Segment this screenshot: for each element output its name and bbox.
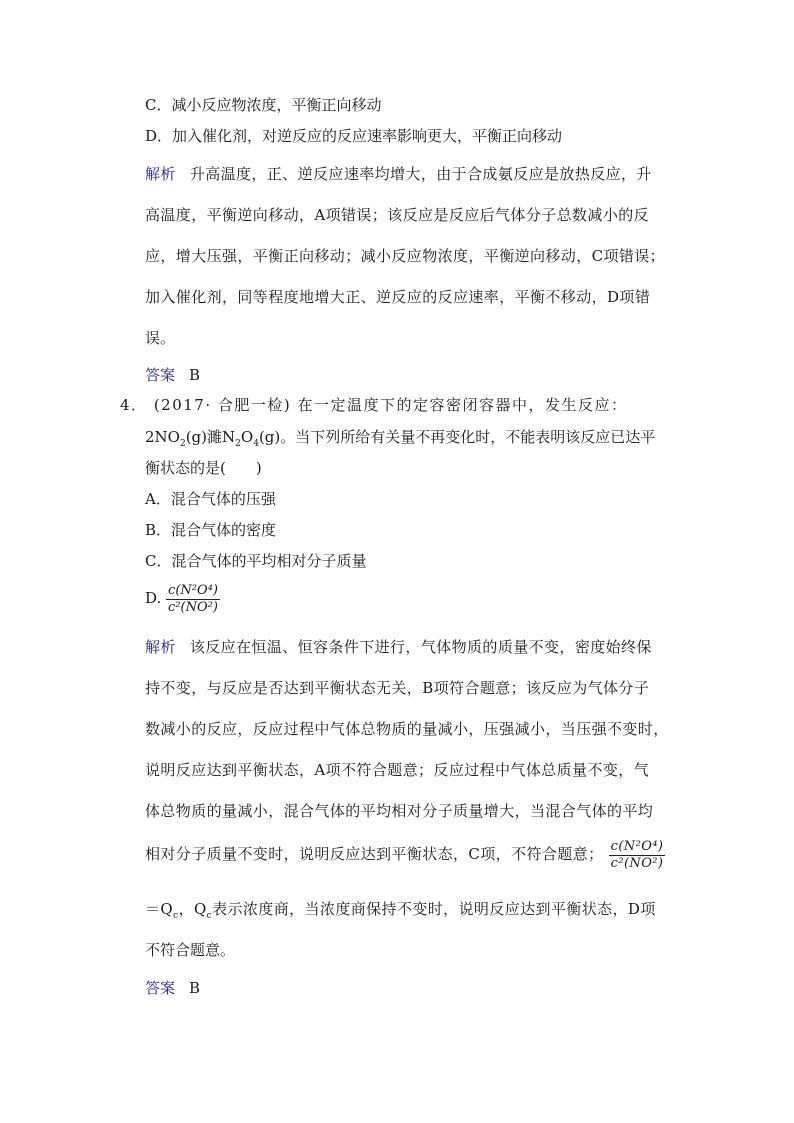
q3-explanation-line (145, 167, 652, 182)
fraction-expression: $\frac{\text{c(N²O⁴)}}{\text{c²(NO²)}}$ (168, 583, 218, 615)
fraction-expression: $\frac{\text{c(N²O⁴)}}{\text{c²(NO²)}}$ (610, 839, 664, 871)
explanation-label: 解析 (145, 638, 176, 656)
q3-explanation-line: 误。 (145, 329, 176, 347)
q4-option-c: C．混合气体的平均相对分子质量 (145, 552, 367, 570)
q3-option-d: D．加入催化剂，对逆反应的反应速率影响更大，平衡正向移动 (145, 127, 563, 145)
q4-stem-line1 (120, 398, 628, 413)
q4-explanation-line: 持不变，与反应是否达到平衡状态无关，B项符合题意；该反应为气体分子 (145, 679, 650, 697)
q3-explanation-line: 加入催化剂，同等程度地增大正、逆反应的反应速率，平衡不移动，D项错 (145, 288, 651, 306)
q4-explanation-line: 说明反应达到平衡状态，A项不符合题意；反应过程中气体总质量不变，气 (145, 761, 650, 779)
q4-explanation-line: 数减小的反应，反应过程中气体总物质的量减小，压强减小，当压强不变时， (145, 720, 669, 738)
q4-stem-line3: 衡状态的是( ) (145, 459, 262, 477)
q3-explanation-line: 应，增大压强，平衡正向移动；减小反应物浓度，平衡逆向移动，C项错误； (145, 247, 666, 265)
q3-answer (145, 368, 200, 383)
question-stem: 在一定温度下的定容密闭容器中，发生反应： (297, 396, 628, 414)
q4-option-d: D. $\frac{\text{c(N²O⁴)}}{\text{c²(NO²)}}$ (145, 583, 218, 615)
answer-value: B (189, 366, 201, 384)
question-number: 4． (120, 396, 148, 414)
answer-label: 答案 (145, 979, 176, 997)
q4-explanation-line: $=Q_c$，$Q_c$表示浓度商，当浓度商保持不变时，说明反应达到平衡状态，D项 (145, 900, 656, 921)
answer-value: B (189, 979, 201, 997)
q4-explanation-line: 不符合题意。 (145, 941, 236, 959)
q4-stem-line2 (145, 428, 656, 449)
q4-option-b: B．混合气体的密度 (145, 521, 277, 539)
explanation-text: 该反应在恒温、恒容条件下进行，气体物质的质量不变，密度始终保 (189, 638, 652, 656)
q4-option-a: A．混合气体的压强 (145, 490, 276, 508)
q4-answer (145, 981, 200, 996)
explanation-text: 升高温度，正、逆反应速率均增大，由于合成氨反应是放热反应，升 (189, 165, 652, 183)
answer-label: 答案 (145, 366, 176, 384)
reaction-equation: $2NO_2(g)$濉$N_2O_4(g)$ (145, 428, 281, 449)
q3-option-c: C．减小反应物浓度，平衡正向移动 (145, 96, 382, 114)
q3-explanation-line: 高温度，平衡逆向移动，A项错误；该反应是反应后气体分子总数减小的反 (145, 206, 650, 224)
q4-explanation-line (145, 640, 652, 655)
q4-explanation-line: 相对分子质量不变时，说明反应达到平衡状态，C项，不符合题意； $\frac{\text{c(N²O⁴)}}{\text{c²(NO²)}}$ (145, 839, 664, 871)
question-stem: 。当下列所给有关量不再变化时，不能表明该反应已达平 (280, 428, 656, 446)
explanation-label: 解析 (145, 165, 176, 183)
question-source: (2017· 合肥一检) (153, 396, 292, 414)
q4-explanation-line: 体总物质的量减小，混合气体的平均相对分子质量增大，当混合气体的平均 (145, 802, 654, 820)
